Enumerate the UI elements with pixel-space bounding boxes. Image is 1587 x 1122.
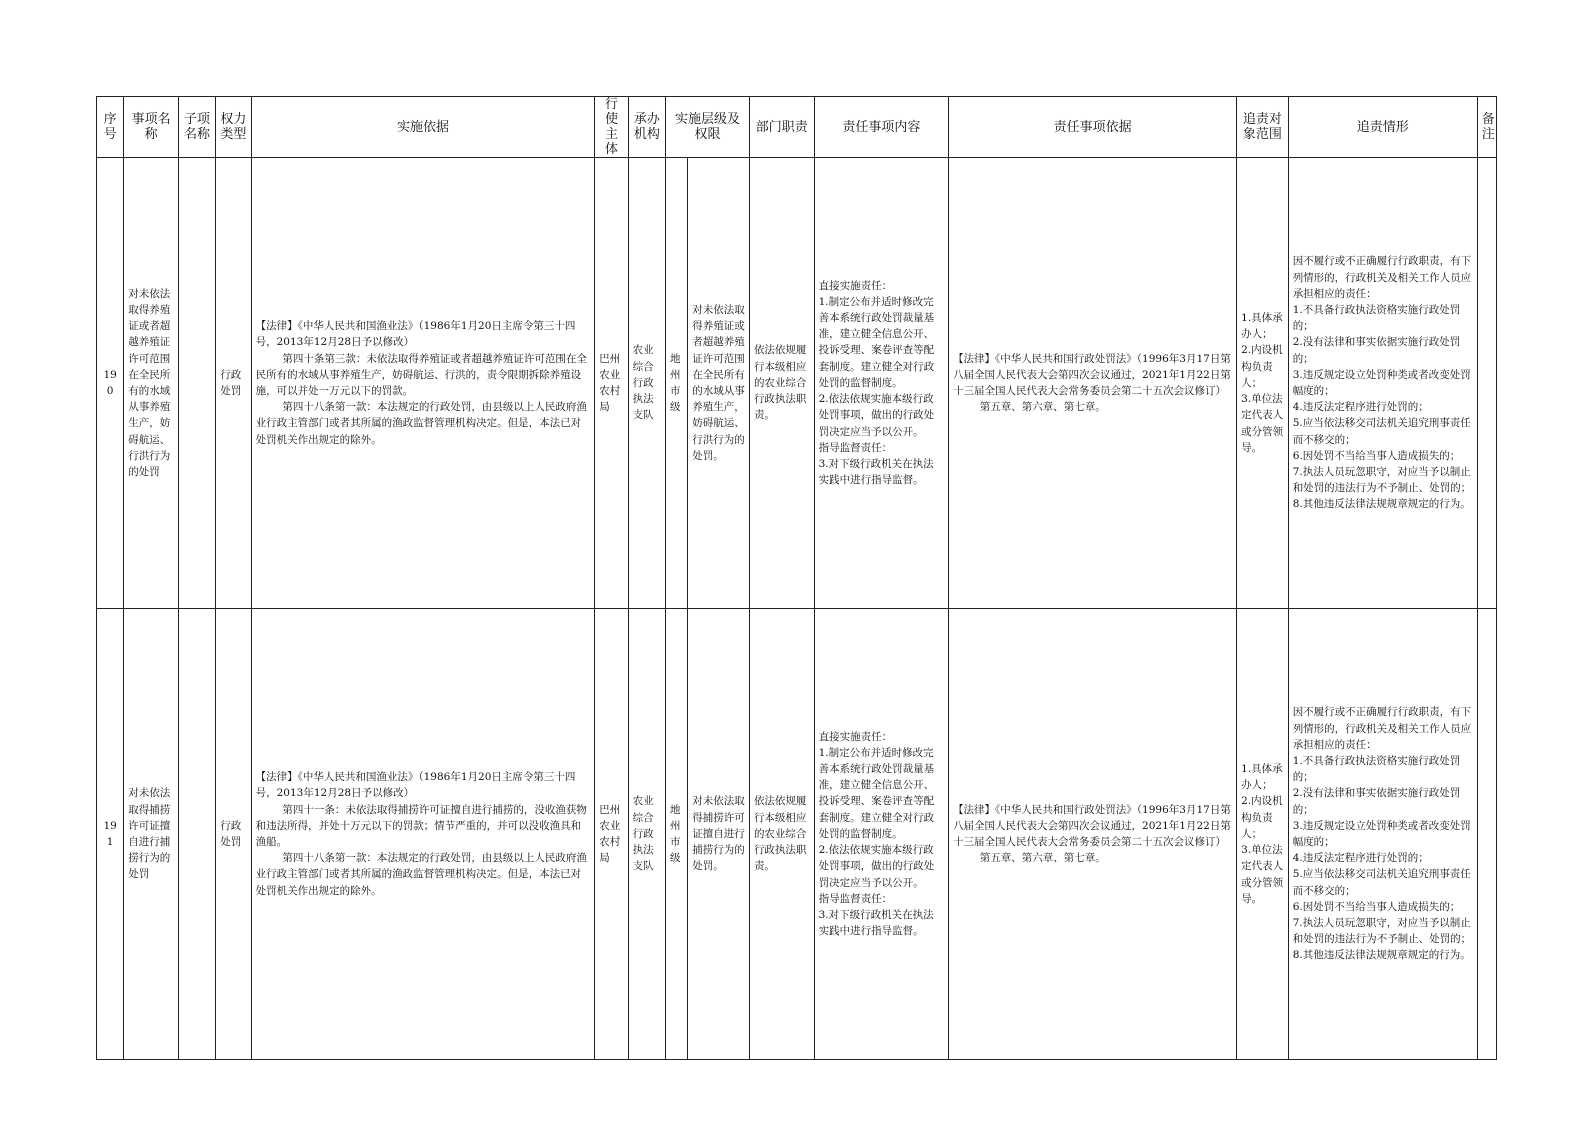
cell-agency: 农业综合行政执法支队 bbox=[628, 609, 665, 1060]
cell-remark bbox=[1477, 158, 1496, 609]
cell-resp-basis: 【法律】《中华人民共和国行政处罚法》（1996年3月17日第八届全国人民代表大会第四次会议通过，2021年1月22日第十三届全国人民代表大会常务委员会第二十五次会议修订） 第五章、第六章、第七章。 bbox=[949, 158, 1237, 609]
header-power-type: 权力类型 bbox=[216, 97, 251, 158]
header-sub-name: 子项名称 bbox=[178, 97, 215, 158]
header-basis: 实施依据 bbox=[251, 97, 595, 158]
cell-agency: 农业综合行政执法支队 bbox=[628, 158, 665, 609]
cell-sub-name bbox=[178, 609, 215, 1060]
header-resp-content: 责任事项内容 bbox=[814, 97, 948, 158]
header-agency: 承办机构 bbox=[628, 97, 665, 158]
cell-subject: 巴州农业农村局 bbox=[595, 609, 628, 1060]
table-row bbox=[97, 609, 1497, 1060]
cell-scope: 1.具体承办人； 2.内设机构负责人； 3.单位法定代表人或分管领导。 bbox=[1237, 609, 1289, 1060]
cell-sub-name bbox=[178, 158, 215, 609]
header-row bbox=[97, 97, 1497, 158]
cell-power-type: 行政处罚 bbox=[216, 609, 251, 1060]
cell-seq: 191 bbox=[97, 609, 124, 1060]
cell-situation: 因不履行或不正确履行行政职责，有下列情形的，行政机关及相关工作人员应承担相应的责任： 1.不具备行政执法资格实施行政处罚的； 2.没有法律和事实依据实施行政处罚的； 3.违反规定设立处罚种类或者改变处罚幅度的； 4.违反法定程序进行处罚的； 5.应当依法移交司法机关追究刑事责任而不移交的； 6.因处罚不当给当事人造成损失的； 7.执法人员玩忽职守，对应当予以制止和处罚的违法行为不予制止、处罚的； 8.其他违反法律法规规章规定的行为。 bbox=[1288, 609, 1477, 1060]
header-remark: 备注 bbox=[1477, 97, 1496, 158]
cell-level-desc: 对未依法取得捕捞许可证擅自进行捕捞行为的处罚。 bbox=[688, 609, 750, 1060]
cell-remark bbox=[1477, 609, 1496, 1060]
cell-level-desc: 对未依法取得养殖证或者超越养殖证许可范围在全民所有的水域从事养殖生产，妨碍航运、行洪行为的处罚。 bbox=[688, 158, 750, 609]
cell-level: 地州市级 bbox=[666, 609, 688, 1060]
header-scope: 追责对象范围 bbox=[1237, 97, 1289, 158]
header-seq: 序号 bbox=[97, 97, 124, 158]
cell-power-type: 行政处罚 bbox=[216, 158, 251, 609]
header-level: 实施层级及权限 bbox=[666, 97, 750, 158]
header-situation: 追责情形 bbox=[1288, 97, 1477, 158]
cell-duty: 依法依规履行本级相应的农业综合行政执法职责。 bbox=[749, 609, 814, 1060]
cell-duty: 依法依规履行本级相应的农业综合行政执法职责。 bbox=[749, 158, 814, 609]
header-item-name: 事项名称 bbox=[124, 97, 179, 158]
cell-scope: 1.具体承办人； 2.内设机构负责人； 3.单位法定代表人或分管领导。 bbox=[1237, 158, 1289, 609]
table-row bbox=[97, 158, 1497, 609]
cell-resp-content: 直接实施责任： 1.制定公布并适时修改完善本系统行政处罚裁量基准，建立健全信息公开、投诉受理、案卷评查等配套制度。建立健全对行政处罚的监督制度。 2.依法依规实施本级行政处罚事项，做出的行政处罚决定应当予以公开。 指导监督责任： 3.对下级行政机关在执法实践中进行指导监督。 bbox=[814, 609, 948, 1060]
cell-situation: 因不履行或不正确履行行政职责，有下列情形的，行政机关及相关工作人员应承担相应的责任： 1.不具备行政执法资格实施行政处罚的； 2.没有法律和事实依据实施行政处罚的； 3.违反规定设立处罚种类或者改变处罚幅度的； 4.违反法定程序进行处罚的； 5.应当依法移交司法机关追究刑事责任而不移交的； 6.因处罚不当给当事人造成损失的； 7.执法人员玩忽职守，对应当予以制止和处罚的违法行为不予制止、处罚的； 8.其他违反法律法规规章规定的行为。 bbox=[1288, 158, 1477, 609]
cell-item-name: 对未依法取得捕捞许可证擅自进行捕捞行为的处罚 bbox=[124, 609, 179, 1060]
header-resp-basis: 责任事项依据 bbox=[949, 97, 1237, 158]
cell-basis: 【法律】《中华人民共和国渔业法》（1986年1月20日主席令第三十四号，2013年12月28日予以修改） 第四十一条：未依法取得捕捞许可证擅自进行捕捞的，没收渔获物和违法所得，并处十万元以下的罚款；情节严重的，并可以没收渔具和渔船。 第四十八条第一款：本法规定的行政处罚，由县级以上人民政府渔业行政主管部门或者其所属的渔政监督管理机构决定。但是，本法已对处罚机关作出规定的除外。 bbox=[251, 609, 595, 1060]
cell-level: 地州市级 bbox=[666, 158, 688, 609]
header-duty: 部门职责 bbox=[749, 97, 814, 158]
header-subject: 行使主体 bbox=[595, 97, 628, 158]
cell-resp-content: 直接实施责任： 1.制定公布并适时修改完善本系统行政处罚裁量基准，建立健全信息公开、投诉受理、案卷评查等配套制度。建立健全对行政处罚的监督制度。 2.依法依规实施本级行政处罚事项，做出的行政处罚决定应当予以公开。 指导监督责任： 3.对下级行政机关在执法实践中进行指导监督。 bbox=[814, 158, 948, 609]
cell-basis: 【法律】《中华人民共和国渔业法》（1986年1月20日主席令第三十四号，2013年12月28日予以修改） 第四十条第三款：未依法取得养殖证或者超越养殖证许可范围在全民所有的水域从事养殖生产，妨碍航运、行洪的，责令限期拆除养殖设施，可以并处一万元以下的罚款。 第四十八条第一款：本法规定的行政处罚，由县级以上人民政府渔业行政主管部门或者其所属的渔政监督管理机构决定。但是，本法已对处罚机关作出规定的除外。 bbox=[251, 158, 595, 609]
cell-subject: 巴州农业农村局 bbox=[595, 158, 628, 609]
cell-item-name: 对未依法取得养殖证或者超越养殖证许可范围在全民所有的水域从事养殖生产，妨碍航运、行洪行为的处罚 bbox=[124, 158, 179, 609]
cell-resp-basis: 【法律】《中华人民共和国行政处罚法》（1996年3月17日第八届全国人民代表大会第四次会议通过，2021年1月22日第十三届全国人民代表大会常务委员会第二十五次会议修订） 第五章、第六章、第七章。 bbox=[949, 609, 1237, 1060]
cell-seq: 190 bbox=[97, 158, 124, 609]
responsibility-table bbox=[96, 96, 1497, 1060]
